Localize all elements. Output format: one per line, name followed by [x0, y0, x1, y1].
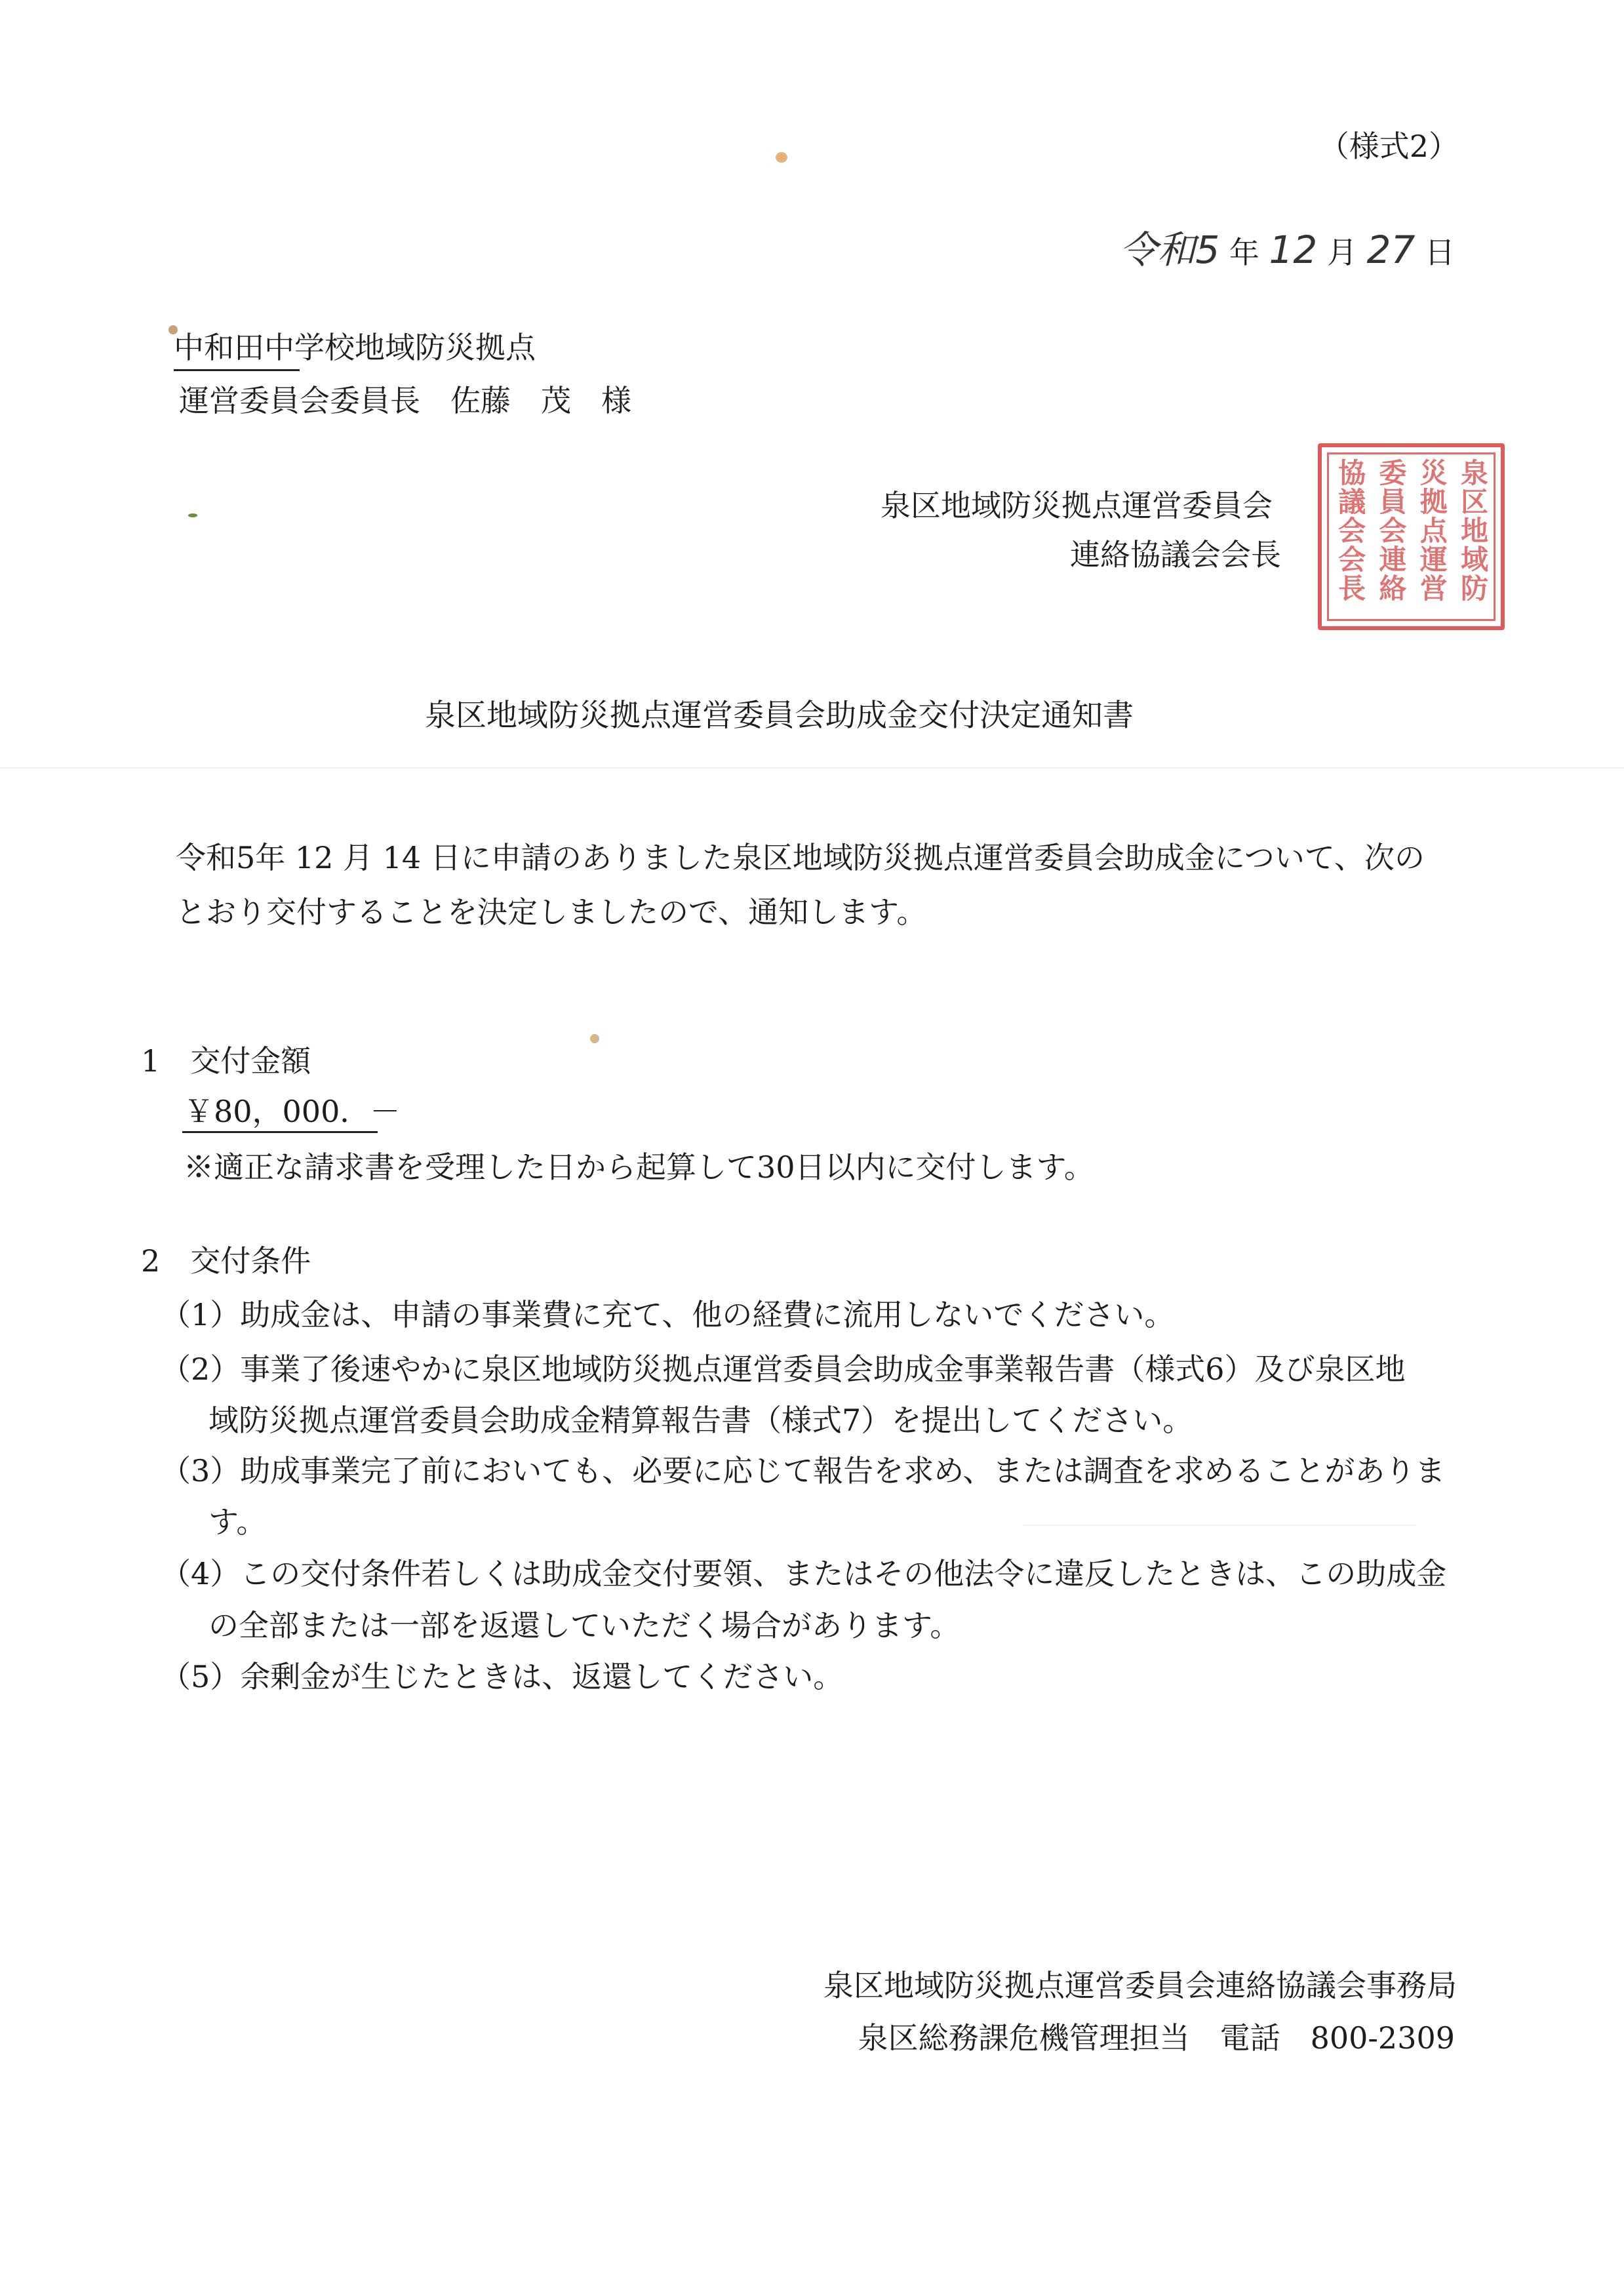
addressee-name: 運営委員会委員長 佐藤 茂 様 [179, 383, 631, 418]
stain-spot [776, 152, 787, 163]
date-month: 12 [1269, 228, 1318, 272]
amount-underline [182, 1131, 378, 1133]
official-seal-stamp [1318, 443, 1505, 630]
condition-item-continuation: の全部または一部を返還していただく場合があります。 [208, 1608, 961, 1643]
condition-item-continuation: 域防災拠点運営委員会助成金精算報告書（様式7）を提出してください。 [208, 1403, 1193, 1438]
condition-item: （3）助成事業完了前においても、必要に応じて報告を求め、または調査を求めることがありま [161, 1453, 1446, 1488]
amount-note: ※適正な請求書を受理した日から起算して30日以内に交付します。 [184, 1149, 1094, 1185]
stain-spot [590, 1034, 599, 1043]
condition-item: （2）事業了後速やかに泉区地域防災拠点運営委員会助成金事業報告書（様式6）及び泉区地 [161, 1351, 1406, 1387]
section-heading-conditions: 2 交付条件 [141, 1243, 311, 1279]
condition-item: （4）この交付条件若しくは助成金交付要領、またはその他法令に違反したときは、この助成金 [161, 1556, 1447, 1591]
date-year-suffix: 年 [1229, 235, 1259, 270]
body-text-line: とおり交付することを決定しましたので、通知します。 [176, 894, 927, 930]
date-era: 令和5 [1119, 228, 1220, 272]
condition-item-continuation: す。 [208, 1504, 267, 1540]
date-day-suffix: 日 [1425, 235, 1455, 270]
seal-text-column: 協議会会長 [1334, 458, 1367, 603]
seal-text-column: 委員会連絡 [1375, 458, 1408, 603]
sender-title: 連絡協議会会長 [1070, 537, 1281, 572]
date-day: 27 [1366, 228, 1416, 272]
section-heading-amount: 1 交付金額 [141, 1043, 311, 1079]
seal-inner-border [1327, 452, 1495, 621]
form-number: （様式2） [1318, 129, 1459, 164]
document-title: 泉区地域防災拠点運営委員会助成金交付決定通知書 [425, 698, 1134, 734]
sender-organization: 泉区地域防災拠点運営委員会 [881, 488, 1273, 523]
seal-text-column: 災拠点運営 [1416, 458, 1448, 603]
condition-item: （1）助成金は、申請の事業費に充て、他の経費に流用しないでください。 [161, 1297, 1175, 1332]
stain-spot [188, 513, 197, 517]
footer-contact: 泉区総務課危機管理担当 電話 800-2309 [858, 2020, 1455, 2056]
issue-date [1119, 228, 1455, 272]
grant-amount: ￥80，000．－ [184, 1094, 401, 1129]
scan-line [0, 767, 1624, 768]
date-month-suffix: 月 [1326, 235, 1357, 270]
seal-text-column: 泉区地域防 [1456, 458, 1489, 603]
addressee-organization: 中和田中学校地域防災拠点 [174, 330, 536, 365]
footer-office: 泉区地域防災拠点運営委員会連絡協議会事務局 [823, 1968, 1457, 2003]
addressee-handwritten-underline [174, 369, 300, 371]
body-text-line: 令和5年 12 月 14 日に申請のありました泉区地域防災拠点運営委員会助成金について、次の [176, 840, 1425, 875]
scan-line [1023, 1525, 1416, 1526]
condition-item: （5）余剰金が生じたときは、返還してください。 [161, 1659, 844, 1694]
